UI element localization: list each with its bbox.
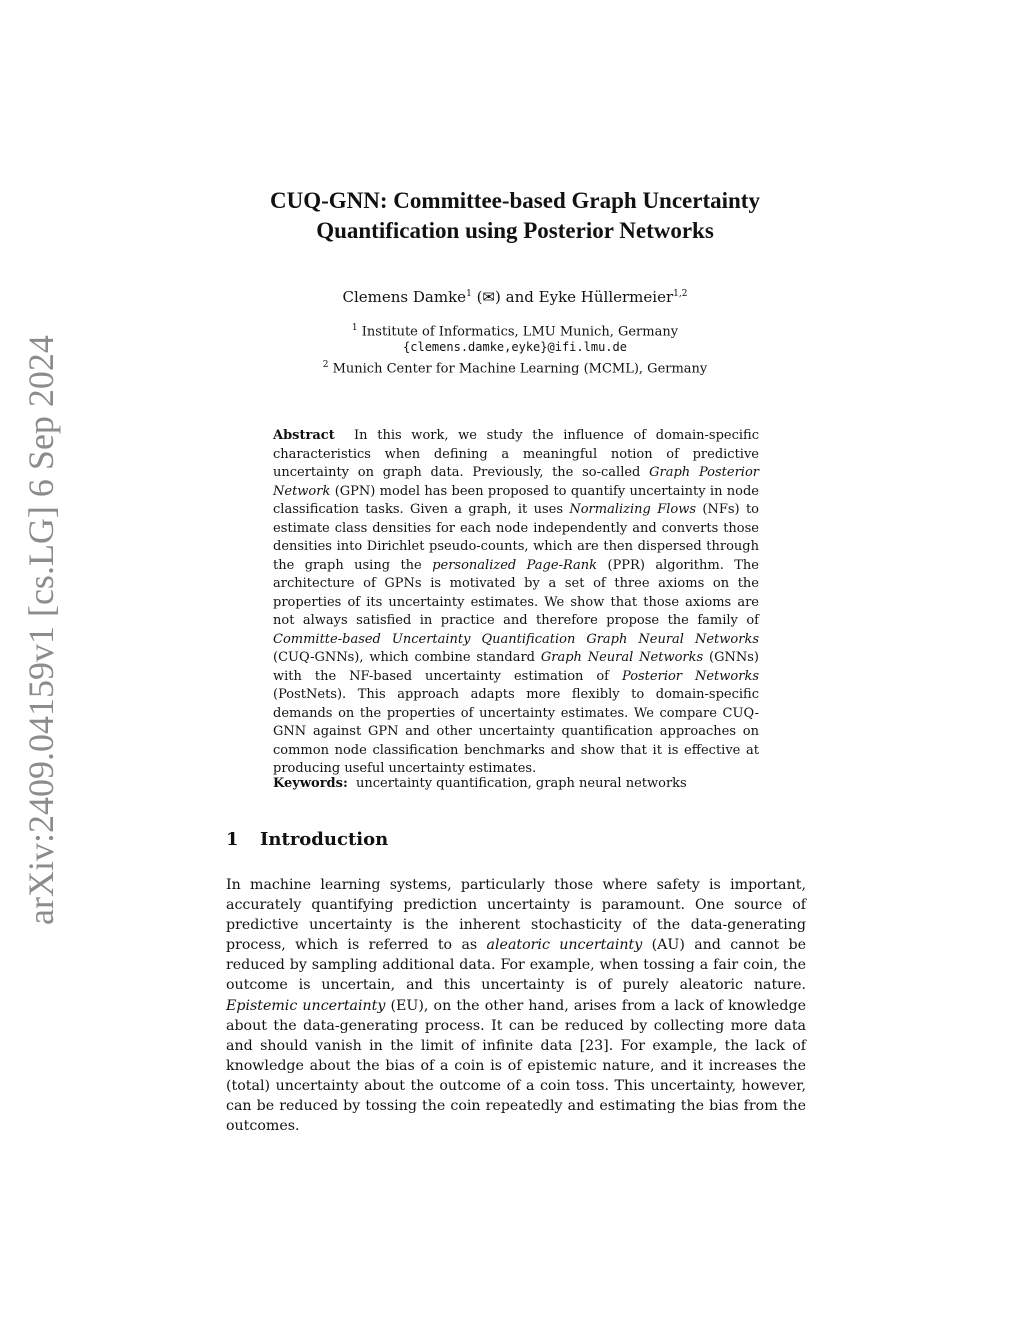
author-affiliation-mark: 1,2 <box>673 289 688 299</box>
abstract-text: In this work, we study the influence of domain-specific characteristics when defining a meaningful notion of predictive uncertainty on graph data. Previously, the so-called <box>273 428 760 480</box>
author-affiliation-mark: 1 <box>466 289 472 299</box>
body-term: Epistemic uncertainty <box>226 997 386 1014</box>
abstract-term: personalized Page-Rank <box>432 557 598 573</box>
title-line-1: CUQ-GNN: Committee-based Graph Uncertainty <box>270 188 760 213</box>
keywords <box>273 775 759 793</box>
affiliation-text: Institute of Informatics, LMU Munich, Germany <box>361 324 679 340</box>
abstract-text: (CUQ-GNNs), which combine standard <box>273 650 541 665</box>
email-address: {clemens.damke,eyke}@ifi.lmu.de <box>403 340 627 354</box>
author-list <box>190 284 840 307</box>
abstract <box>273 427 759 779</box>
abstract-term: Normalizing Flows <box>569 502 697 517</box>
abstract-term: Committe-based Uncertainty Quantification Graph Neural Networks <box>273 631 759 647</box>
affiliation-2 <box>190 356 840 378</box>
affiliation-text: Munich Center for Machine Learning (MCML), Germany <box>332 361 708 377</box>
paper-title <box>190 186 840 246</box>
abstract-text: (GNNs) with the NF-based uncertainty estimation of <box>273 650 759 684</box>
affiliation-mark: 1 <box>351 323 358 333</box>
abstract-term: Graph Posterior Network <box>273 465 759 499</box>
section-heading <box>226 828 388 852</box>
abstract-text: (NFs) to estimate class densities for each node independently and converts those densities into Dirichlet pseudo-counts, which are then dispersed through the graph using the <box>273 502 759 573</box>
body-term: aleatoric uncertainty <box>486 937 643 954</box>
keywords-label: Keywords: <box>273 776 348 791</box>
body-text: In machine learning systems, particularly those where safety is important, accurately quantifying prediction uncertainty is paramount. One source of predictive uncertainty is the inherent stochasticity of the data-generating process, which is referred to as <box>226 877 806 954</box>
author-name: Clemens Damke <box>342 288 467 306</box>
abstract-term: Graph Neural Networks <box>540 650 704 665</box>
body-text: (EU), on the other hand, arises from a lack of knowledge about the data-generating process. It can be reduced by collecting more data and should vanish in the limit of infinite data [23]. For example, the lack of knowledge about the bias of a coin is of epistemic nature, and it increases the (total) uncertainty about the outcome of a coin toss. This uncertainty, however, can be reduced by tossing the coin repeatedly and estimating the bias from the outcomes. <box>226 997 806 1135</box>
abstract-label: Abstract <box>273 428 335 443</box>
mail-icon: (✉) <box>476 288 501 306</box>
abstract-text: (PPR) algorithm. The architecture of GPNs is motivated by a set of three axioms on the properties of its uncertainty estimates. We show that those axioms are not always satisfied in practice and therefore propose the family of <box>273 557 759 628</box>
keywords-text: uncertainty quantification, graph neural networks <box>356 776 687 791</box>
author-name: Eyke Hüllermeier <box>538 288 674 306</box>
section-title-text: Introduction <box>260 829 389 850</box>
affiliation-mark: 2 <box>322 360 329 370</box>
section-number: 1 <box>226 829 239 850</box>
arxiv-identifier: arXiv:2409.04159v1 [cs.LG] 6 Sep 2024 <box>21 335 61 925</box>
title-line-2: Quantification using Posterior Networks <box>316 218 714 243</box>
author-conjunction: and <box>505 288 534 306</box>
abstract-term: Posterior Networks <box>621 668 759 684</box>
abstract-text: (PostNets). This approach adapts more flexibly to domain-specific demands on the properties of uncertainty estimates. We compare CUQ-GNN against GPN and other uncertainty quantification approaches on common node classification benchmarks and show that it is effective at producing useful uncertainty estimates. <box>273 687 759 776</box>
abstract-text: (GPN) model has been proposed to quantify uncertainty in node classification tasks. Given a graph, it uses <box>273 483 759 517</box>
body-text: (AU) and cannot be reduced by sampling additional data. For example, when tossing a fair coin, the outcome is uncertain, and this uncertainty is of purely aleatoric nature. <box>226 937 807 994</box>
intro-paragraph <box>226 875 806 1136</box>
author-email <box>190 338 840 357</box>
